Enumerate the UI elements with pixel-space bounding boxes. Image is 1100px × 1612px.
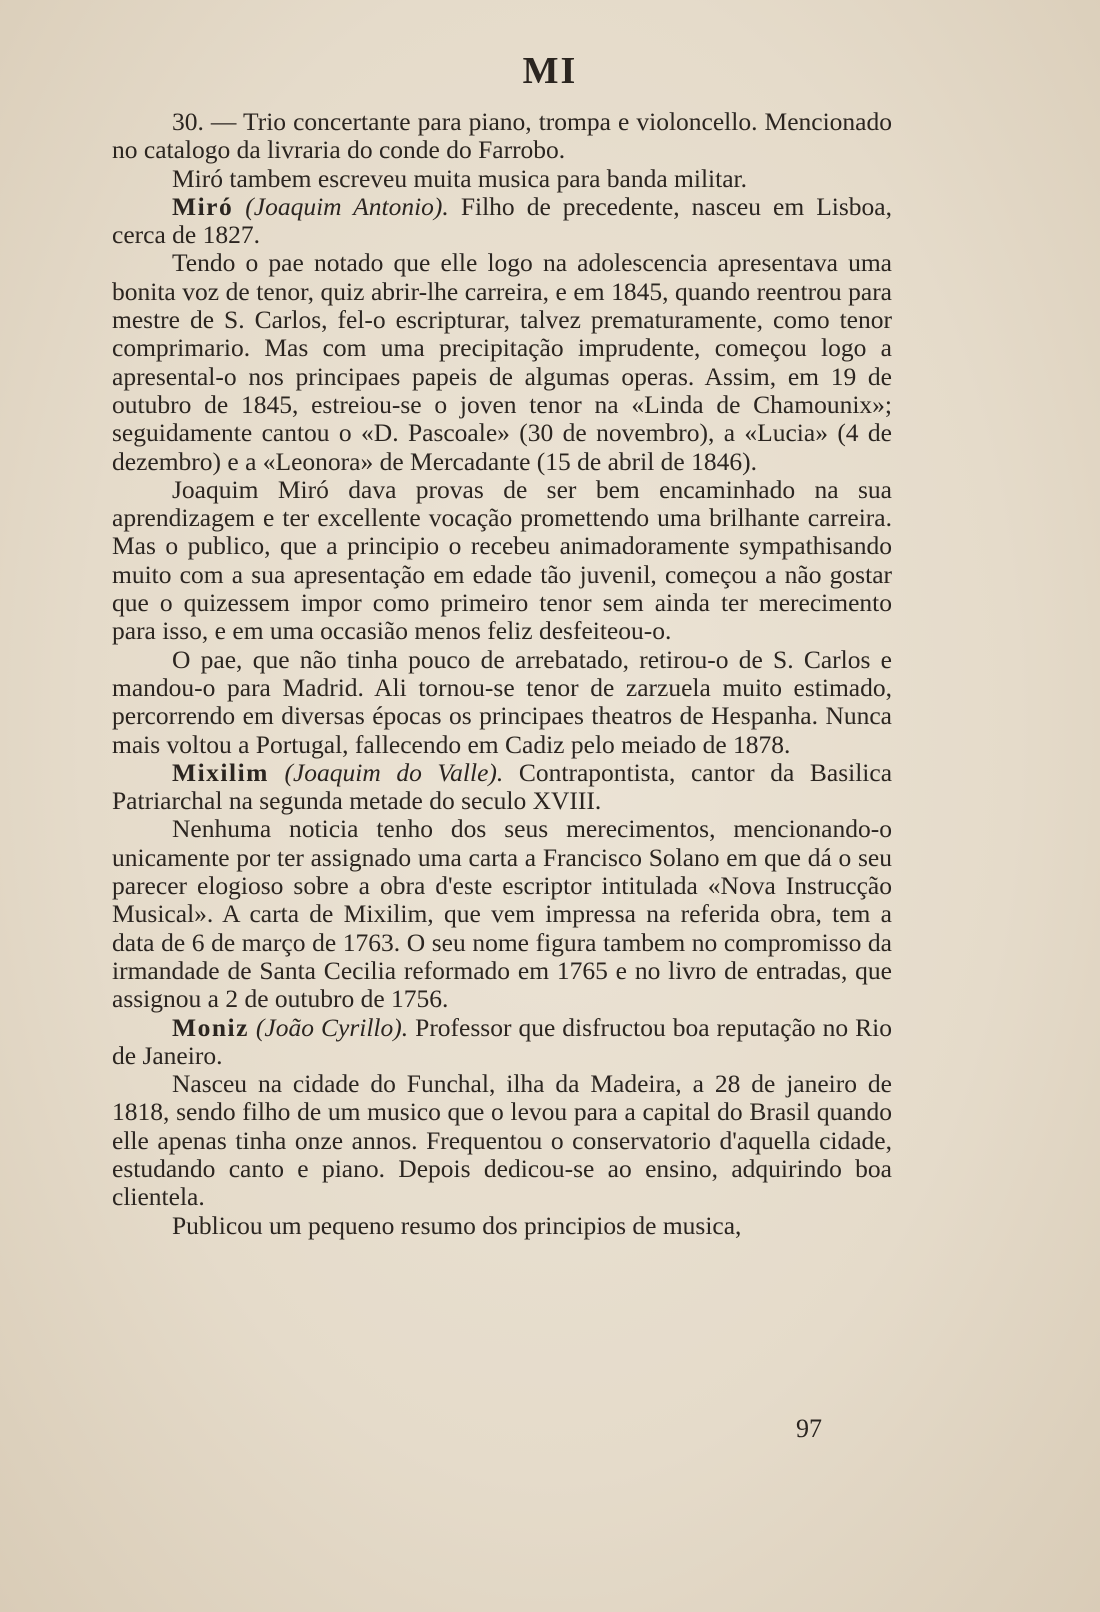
paragraph-text: Nenhuma noticia tenho dos seus merecimentos, mencionando-o unicamente por ter assignado uma carta a Francisco Solano em que dá o seu parecer elogioso sobre a obra d'este escriptor intitulada «Nova Instrucção Musical». A carta de Mixilim, que vem impressa na referida obra, tem a data de 6 de março de 1763. O seu nome figura tambem no compromisso da irmandade de Santa Cecilia reformado em 1765 e no livro de entradas, que assignou a 2 de outubro de 1756. <box>112 814 892 1014</box>
body-text <box>112 108 892 1240</box>
paragraph-text: Publicou um pequeno resumo dos principios de musica, <box>172 1210 742 1240</box>
entry-given-name: (João Cyrillo). <box>255 1012 409 1042</box>
entry-paragraph <box>112 193 892 250</box>
entry-name: Mixilim <box>172 757 269 787</box>
paragraph <box>112 646 892 759</box>
entry-name: Moniz <box>172 1012 249 1042</box>
paragraph <box>112 165 892 193</box>
paragraph-text: Miró tambem escreveu muita musica para banda militar. <box>172 163 747 193</box>
paragraph-text: 30. — Trio concertante para piano, trompa e violoncello. Mencionado no catalogo da livraria do conde do Farrobo. <box>112 107 892 165</box>
paragraph <box>112 1212 892 1240</box>
entry-given-name: (Joaquim Antonio). <box>245 191 449 221</box>
paragraph <box>112 1070 892 1211</box>
running-head: MI <box>522 50 578 92</box>
paragraph <box>112 249 892 475</box>
page-number: 97 <box>796 1414 822 1443</box>
paragraph <box>112 476 892 646</box>
entry-paragraph <box>112 759 892 816</box>
paragraph-text: Contrapontista, cantor da Basilica Patriarchal na segunda metade do seculo XVIII. <box>112 757 893 816</box>
entry-paragraph <box>112 1014 892 1071</box>
entry-given-name: (Joaquim do Valle). <box>284 757 504 787</box>
paragraph-text: Tendo o pae notado que elle logo na adolescencia apresentava uma bonita voz de tenor, quiz abrir-lhe carreira, e em 1845, quando reentrou para mestre de S. Carlos, fel-o escripturar, talvez prematuramente, como tenor comprimario. Mas com uma precipitação imprudente, começou logo a apresental-o nos principaes papeis de algumas operas. Assim, em 19 de outubro de 1845, estreiou-se o joven tenor na «Linda de Chamounix»; seguidamente cantou o «D. Pascoale» (30 de novembro), a «Lucia» (4 de dezembro) e a «Leonora» de Mercadante (15 de abril de 1846). <box>112 248 892 476</box>
paragraph-text: Nasceu na cidade do Funchal, ilha da Madeira, a 28 de janeiro de 1818, sendo filho de um musico que o levou para a capital do Brasil quando elle apenas tinha onze annos. Frequentou o conservatorio d'aquella cidade, estudando canto e piano. Depois dedicou-se ao ensino, adquirindo boa clientela. <box>112 1069 892 1212</box>
paragraph-text: Joaquim Miró dava provas de ser bem encaminhado na sua aprendizagem e ter excellente vocação promettendo uma brilhante carreira. Mas o publico, que a principio o recebeu animadoramente sympathisando muito com a sua apresentação em edade tão juvenil, começou a não gostar que o quizessem impor como primeiro tenor sem ainda ter merecimento para isso, e em uma occasião menos feliz desfeiteou-o. <box>112 474 892 646</box>
paragraph-text: O pae, que não tinha pouco de arrebatado, retirou-o de S. Carlos e mandou-o para Madrid. Ali tornou-se tenor de zarzuela muito estimado, percorrendo em diversas épocas os principaes theatros de Hespanha. Nunca mais voltou a Portugal, fallecendo em Cadiz pelo meiado de 1878. <box>112 644 892 759</box>
paragraph <box>112 815 892 1013</box>
paragraph-text: Professor que disfructou boa reputação no Rio de Janeiro. <box>112 1012 893 1070</box>
paragraph-text: Filho de precedente, nasceu em Lisboa, cerca de 1827. <box>112 191 893 250</box>
entry-name: Miró <box>172 191 234 221</box>
paragraph <box>112 108 892 165</box>
